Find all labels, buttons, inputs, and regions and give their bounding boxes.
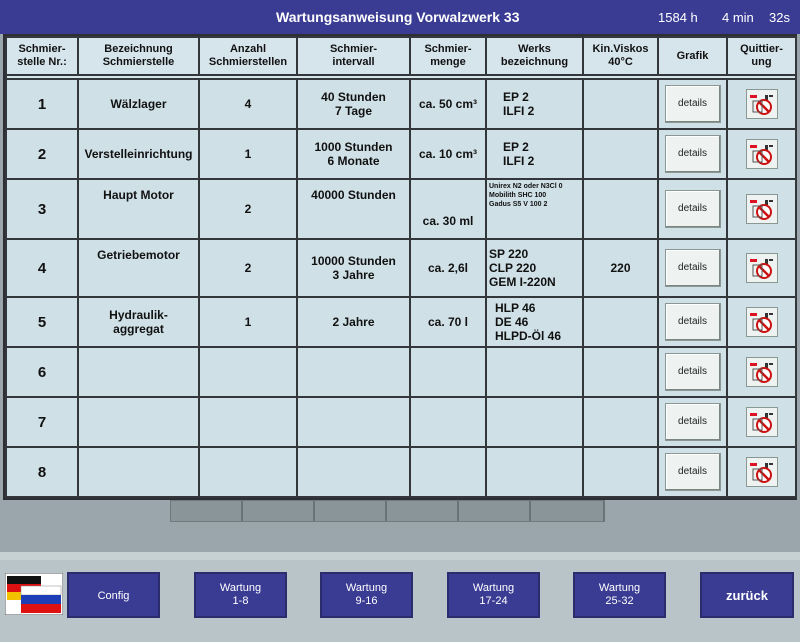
row-menge: ca. 10 cm³ bbox=[410, 129, 486, 179]
row-viskositaet bbox=[583, 347, 658, 397]
details-button[interactable]: details bbox=[665, 85, 721, 123]
row-quittierung bbox=[727, 129, 796, 179]
tray-segment bbox=[171, 501, 243, 521]
row-grafik bbox=[658, 129, 727, 179]
operating-hours: 1584 h bbox=[658, 10, 698, 25]
row-intervall bbox=[297, 447, 410, 497]
wartung-1-8-button[interactable] bbox=[194, 572, 287, 618]
row-quittierung bbox=[727, 297, 796, 347]
col-header-werks: Werks bezeichnung bbox=[486, 37, 583, 75]
details-button[interactable]: details bbox=[665, 353, 721, 391]
wartung-label: Wartung bbox=[219, 582, 262, 594]
row-intervall bbox=[297, 347, 410, 397]
row-grafik bbox=[658, 239, 727, 297]
tray-segment bbox=[531, 501, 605, 521]
row-viskositaet bbox=[583, 179, 658, 239]
acknowledge-icon bbox=[747, 408, 777, 436]
acknowledge-icon bbox=[747, 308, 777, 336]
details-button[interactable]: details bbox=[665, 453, 721, 491]
tray-segment bbox=[387, 501, 459, 521]
row-grafik bbox=[658, 397, 727, 447]
row-bezeichnung bbox=[78, 347, 199, 397]
row-nr: 2 bbox=[6, 129, 78, 179]
acknowledge-icon bbox=[747, 90, 777, 118]
bottom-stripe bbox=[0, 552, 800, 560]
row-menge: ca. 50 cm³ bbox=[410, 79, 486, 129]
row-nr: 3 bbox=[6, 179, 78, 239]
acknowledge-icon bbox=[747, 458, 777, 486]
row-quittierung bbox=[727, 397, 796, 447]
acknowledge-button[interactable] bbox=[746, 253, 778, 283]
row-werks: EP 2 ILFI 2 bbox=[486, 79, 583, 129]
col-header-quittierung: Quittier- ung bbox=[727, 37, 796, 75]
row-grafik bbox=[658, 297, 727, 347]
row-menge: ca. 2,6l bbox=[410, 239, 486, 297]
row-anzahl: 1 bbox=[199, 129, 297, 179]
row-menge: ca. 70 l bbox=[410, 297, 486, 347]
table-row bbox=[6, 79, 796, 129]
row-intervall: 10000 Stunden 3 Jahre bbox=[297, 239, 410, 297]
row-grafik bbox=[658, 79, 727, 129]
table-row bbox=[6, 397, 796, 447]
conveyor-tray bbox=[170, 500, 605, 522]
acknowledge-icon bbox=[747, 195, 777, 223]
row-nr: 6 bbox=[6, 347, 78, 397]
col-header-bezeichnung: Bezeichnung Schmierstelle bbox=[78, 37, 199, 75]
row-grafik bbox=[658, 447, 727, 497]
wartung-25-32-button[interactable] bbox=[573, 572, 666, 618]
row-nr: 8 bbox=[6, 447, 78, 497]
row-quittierung bbox=[727, 179, 796, 239]
acknowledge-button[interactable] bbox=[746, 89, 778, 119]
row-viskositaet bbox=[583, 79, 658, 129]
config-label: Config bbox=[97, 590, 130, 602]
wartung-17-24-button[interactable] bbox=[447, 572, 540, 618]
row-bezeichnung: Wälzlager bbox=[78, 79, 199, 129]
row-bezeichnung: Getriebemotor bbox=[78, 239, 199, 297]
row-intervall: 40000 Stunden bbox=[297, 179, 410, 239]
table-row bbox=[6, 239, 796, 297]
row-anzahl bbox=[199, 347, 297, 397]
details-button[interactable]: details bbox=[665, 135, 721, 173]
row-menge: ca. 30 ml bbox=[410, 179, 486, 239]
wartung-range: 9-16 bbox=[355, 595, 378, 607]
col-header-grafik: Grafik bbox=[658, 37, 727, 75]
wartung-range: 17-24 bbox=[479, 595, 508, 607]
table-row bbox=[6, 347, 796, 397]
wartung-9-16-button[interactable] bbox=[320, 572, 413, 618]
minutes-readout: 4 min bbox=[722, 10, 754, 25]
row-werks: Unirex N2 oder N3Cl 0 Mobilith SHC 100 Gadus S5 V 100 2 bbox=[486, 179, 583, 239]
row-quittierung bbox=[727, 447, 796, 497]
details-button[interactable]: details bbox=[665, 249, 721, 287]
row-quittierung bbox=[727, 239, 796, 297]
row-anzahl: 1 bbox=[199, 297, 297, 347]
acknowledge-button[interactable] bbox=[746, 457, 778, 487]
row-bezeichnung: Hydraulik- aggregat bbox=[78, 297, 199, 347]
row-bezeichnung bbox=[78, 447, 199, 497]
row-bezeichnung bbox=[78, 397, 199, 447]
col-header-viskositaet: Kin.Viskos 40°C bbox=[583, 37, 658, 75]
row-werks bbox=[486, 447, 583, 497]
wartung-range: 1-8 bbox=[232, 595, 249, 607]
col-header-intervall: Schmier- intervall bbox=[297, 37, 410, 75]
row-nr: 4 bbox=[6, 239, 78, 297]
row-viskositaet bbox=[583, 129, 658, 179]
row-nr: 5 bbox=[6, 297, 78, 347]
wartung-label: Wartung bbox=[472, 582, 515, 594]
maintenance-table-frame bbox=[3, 34, 797, 500]
language-flags-icon[interactable] bbox=[5, 573, 63, 615]
acknowledge-button[interactable] bbox=[746, 194, 778, 224]
col-header-nr: Schmier- stelle Nr.: bbox=[6, 37, 78, 75]
table-row bbox=[6, 179, 796, 239]
row-intervall bbox=[297, 397, 410, 447]
table-row bbox=[6, 297, 796, 347]
row-anzahl: 4 bbox=[199, 79, 297, 129]
row-anzahl: 2 bbox=[199, 239, 297, 297]
wartung-range: 25-32 bbox=[605, 595, 634, 607]
row-nr: 1 bbox=[6, 79, 78, 129]
details-button[interactable]: details bbox=[665, 190, 721, 228]
details-button[interactable]: details bbox=[665, 303, 721, 341]
tray-segment bbox=[315, 501, 387, 521]
acknowledge-icon bbox=[747, 140, 777, 168]
acknowledge-icon bbox=[747, 254, 777, 282]
row-anzahl bbox=[199, 447, 297, 497]
row-menge bbox=[410, 447, 486, 497]
details-button[interactable]: details bbox=[665, 403, 721, 441]
acknowledge-icon bbox=[747, 358, 777, 386]
row-werks bbox=[486, 397, 583, 447]
row-werks: HLP 46 DE 46 HLPD-Öl 46 bbox=[486, 297, 583, 347]
wartung-label: Wartung bbox=[345, 582, 388, 594]
row-menge bbox=[410, 347, 486, 397]
col-header-anzahl: Anzahl Schmierstellen bbox=[199, 37, 297, 75]
row-bezeichnung: Haupt Motor bbox=[78, 179, 199, 239]
table-row bbox=[6, 447, 796, 497]
col-header-menge: Schmier- menge bbox=[410, 37, 486, 75]
acknowledge-button[interactable] bbox=[746, 139, 778, 169]
row-viskositaet bbox=[583, 447, 658, 497]
acknowledge-button[interactable] bbox=[746, 407, 778, 437]
maintenance-table bbox=[5, 36, 797, 498]
tray-segment bbox=[459, 501, 531, 521]
row-quittierung bbox=[727, 347, 796, 397]
back-button[interactable] bbox=[700, 572, 794, 618]
row-viskositaet bbox=[583, 297, 658, 347]
row-intervall: 2 Jahre bbox=[297, 297, 410, 347]
row-intervall: 1000 Stunden 6 Monate bbox=[297, 129, 410, 179]
row-grafik bbox=[658, 179, 727, 239]
seconds-readout: 32s bbox=[769, 10, 790, 25]
row-quittierung bbox=[727, 79, 796, 129]
row-anzahl bbox=[199, 397, 297, 447]
table-header-row bbox=[6, 37, 796, 75]
row-nr: 7 bbox=[6, 397, 78, 447]
wartung-label: Wartung bbox=[598, 582, 641, 594]
page-title: Wartungsanweisung Vorwalzwerk 33 bbox=[276, 9, 520, 25]
row-viskositaet bbox=[583, 397, 658, 447]
row-intervall: 40 Stunden 7 Tage bbox=[297, 79, 410, 129]
table-row bbox=[6, 129, 796, 179]
acknowledge-button[interactable] bbox=[746, 307, 778, 337]
row-menge bbox=[410, 397, 486, 447]
tray-segment bbox=[243, 501, 315, 521]
back-label: zurück bbox=[726, 588, 768, 603]
acknowledge-button[interactable] bbox=[746, 357, 778, 387]
row-anzahl: 2 bbox=[199, 179, 297, 239]
row-bezeichnung: Verstelleinrichtung bbox=[78, 129, 199, 179]
row-werks: EP 2 ILFI 2 bbox=[486, 129, 583, 179]
row-grafik bbox=[658, 347, 727, 397]
config-button[interactable] bbox=[67, 572, 160, 618]
row-viskositaet: 220 bbox=[583, 239, 658, 297]
row-werks bbox=[486, 347, 583, 397]
row-werks: SP 220 CLP 220 GEM I-220N bbox=[486, 239, 583, 297]
title-bar bbox=[0, 0, 800, 34]
